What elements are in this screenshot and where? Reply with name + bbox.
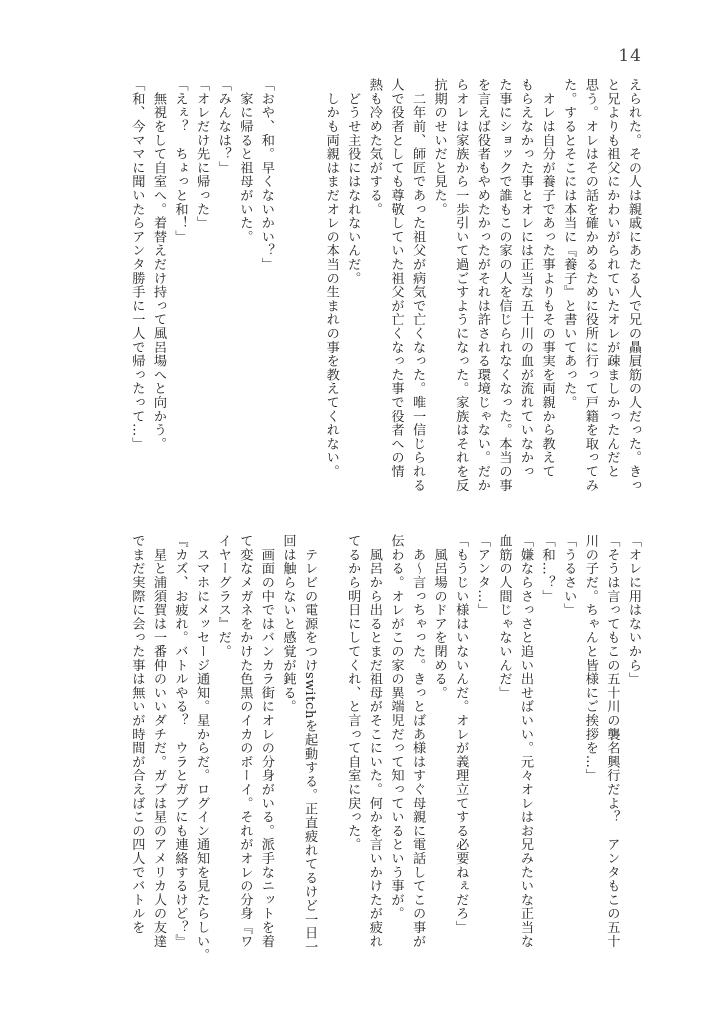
dialogue-line: 「和…？」 xyxy=(539,534,555,603)
dialogue-line: 「オレに用はないから」 xyxy=(626,534,641,686)
text-line: 回は触らないと感覚が鈍る。 xyxy=(280,534,296,714)
dialogue-line: 「うるさい」 xyxy=(561,534,577,617)
text-line: 伝わる。オレがこの家の異端児だって知っているという事が。 xyxy=(388,534,404,921)
dialogue-line: 「おや、和。早くないかい？」 xyxy=(258,78,274,272)
text-line: と兄よりも祖父にかわいがられていたオレが疎ましかったんだと xyxy=(604,78,620,479)
text-line: 家に帰ると祖母がいた。 xyxy=(237,78,253,244)
dialogue-line: 「和、今ママに聞いたらアンタ勝手に一人で帰ったって…」 xyxy=(129,78,145,451)
text-line: でまだ実際に会った事は無いが時間が合えばこの四人でバトルを xyxy=(129,534,145,935)
blank-line xyxy=(299,78,321,498)
text-line: た。するとそこには本当に『養子』と書いてあった。 xyxy=(561,78,577,410)
text-line: た事にショックで誰もこの家の人を信じられなくなった。本当の事 xyxy=(496,78,512,492)
page-number: 14 xyxy=(618,46,642,66)
dialogue-line: 「えぇ？ ちょっと和！」 xyxy=(172,78,188,244)
dialogue-line: 「そうは言ってもこの五十川の襲名興行だよ？ アンタもこの五十 xyxy=(604,534,620,948)
dialogue-line: 『カズ、お疲れ。バトルやる？ ウラとガブにも連絡するけど？』 xyxy=(172,534,188,948)
text-line: 川の子だ。ちゃんと皆様にご挨拶を…」 xyxy=(582,534,598,783)
lower-text-block xyxy=(126,534,644,960)
text-line: 熱も冷めた気がする。 xyxy=(366,78,382,216)
dialogue-line: 「もうじい様はいないんだ。オレが義理立てする必要ねぇだろ」 xyxy=(453,534,469,935)
text-line: 人で役者としても尊敬していた祖父が亡くなった事で役者への情 xyxy=(388,78,404,479)
blank-line xyxy=(277,78,299,498)
text-line: 無視をして自室へ。着替えだけ持って風呂場へと向かう。 xyxy=(150,78,166,451)
text-line: 画面の中ではバンカラ街にオレの分身がいる。派手なニットを着 xyxy=(258,534,274,948)
text-line: を言えば役者もやめたかったがそれは許される環境じゃない。だか xyxy=(474,78,490,492)
text-line: オレは自分が養子であった事よりもその事実を両親から教えて xyxy=(539,78,555,479)
text-line: て変なメガネをかけた色黒のイカのボーイ。それがオレの分身『ワ xyxy=(237,534,253,948)
text-line: しかも両親はまだオレの本当の生まれの事を教えてくれない。 xyxy=(323,78,339,479)
upper-text-block xyxy=(126,78,644,498)
text-line: テレビの電源をつけswitchを起動する。正直疲れてるけど一日一 xyxy=(302,534,318,954)
text-line: あ～言っちゃった。きっとばあ様はすぐ母親に電話してこの事が xyxy=(410,534,426,948)
text-line: どうせ主役にはなれないんだ。 xyxy=(345,78,361,285)
text-line: えられた。その人は親戚にあたる人で兄の贔屓筋の人だった。きっ xyxy=(626,78,641,492)
text-line: イヤーグラス』だ。 xyxy=(215,534,231,659)
text-line: 風呂から出るとまだ祖母がそこにいた。何かを言いかけたが疲れ xyxy=(366,534,382,948)
dialogue-line: 「嫌ならさっさと追い出せばいい。元々オレはお兄みたいな正当な xyxy=(518,534,534,948)
text-line: 思う。オレはその話を確かめるために役所に行って戸籍を取ってみ xyxy=(582,78,598,492)
text-line: もらえなかった事とオレには正当な五十川の血が流れていなかっ xyxy=(518,78,534,479)
text-line: てるから明日にしてくれ、と言って自室に戻った。 xyxy=(345,534,361,852)
text-line: らオレは家族から一歩引いて過ごすようになった。家族はそれを反 xyxy=(453,78,469,492)
text-line: 風呂場のドアを閉める。 xyxy=(431,534,447,700)
text-line: 抗期のせいだと見た。 xyxy=(431,78,447,216)
blank-line xyxy=(320,534,342,960)
text-line: スマホにメッセージ通知。星からだ。ログイン通知を見たらしい。 xyxy=(194,534,210,962)
dialogue-line: 「アンタ…」 xyxy=(474,534,490,617)
text-line: 血筋の人間じゃないんだ」 xyxy=(496,534,512,700)
text-line: 二年前、師匠であった祖父が病気で亡くなった。唯一信じられる xyxy=(410,78,426,492)
text-line: 星と浦須賀は一番仲のいいダチだ。ガブは星のアメリカ人の友達 xyxy=(150,534,166,948)
dialogue-line: 「みんなは？」 xyxy=(215,78,231,175)
dialogue-line: 「オレだけ先に帰った」 xyxy=(194,78,210,230)
